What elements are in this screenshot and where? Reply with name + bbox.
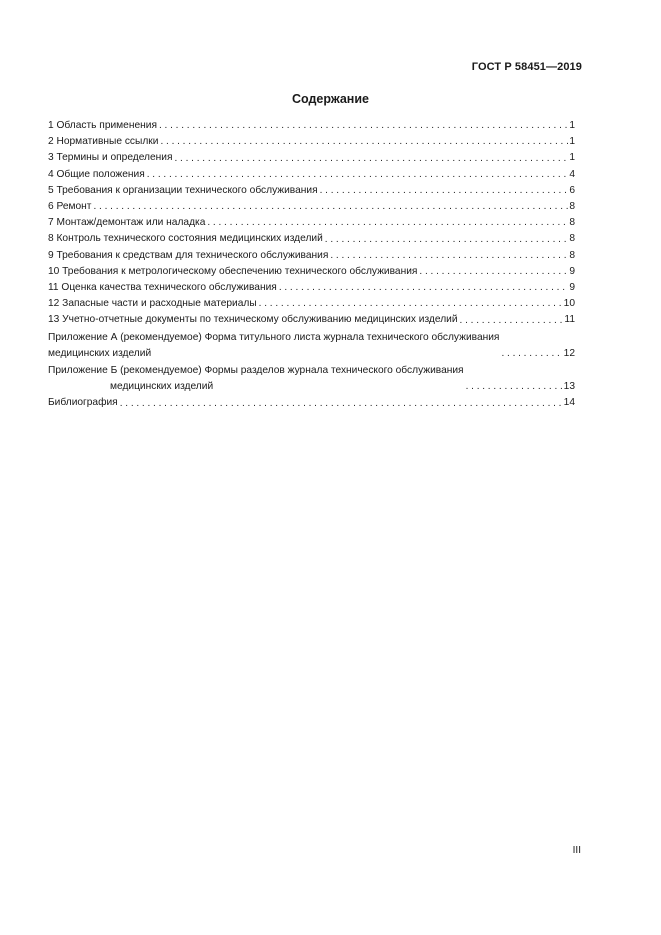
dot-leader xyxy=(279,283,569,293)
toc-entry[interactable] xyxy=(48,312,575,328)
toc-appendix-entry[interactable] xyxy=(48,330,575,362)
dot-leader xyxy=(147,170,569,180)
toc-page-number: 1 xyxy=(569,120,575,131)
toc-entry[interactable] xyxy=(48,280,575,296)
toc-entry[interactable] xyxy=(48,167,575,183)
toc-entry[interactable] xyxy=(48,199,575,215)
dot-leader xyxy=(159,121,568,131)
dot-leader xyxy=(160,137,568,147)
toc-entry-text: 9 Требования к средствам для технического обслуживания xyxy=(48,249,329,261)
dot-leader xyxy=(325,235,569,245)
toc-entry-text: 12 Запасные части и расходные материалы xyxy=(48,298,257,310)
page-number: III xyxy=(572,845,581,856)
document-code: ГОСТ Р 58451—2019 xyxy=(471,61,582,73)
toc-appendix-title-cont: медицинских изделий xyxy=(48,347,152,359)
toc-page-number: 10 xyxy=(563,298,575,310)
toc-page-number: 8 xyxy=(569,249,575,261)
toc-page-number: 12 xyxy=(563,347,575,359)
dot-leader xyxy=(419,267,568,277)
toc-bibliography-entry[interactable] xyxy=(48,395,575,411)
toc-entry-text: 13 Учетно-отчетные документы по техническому обслуживанию медицинских изделий xyxy=(48,314,458,326)
toc-page-number: 9 xyxy=(569,265,575,277)
toc-entry[interactable] xyxy=(48,231,575,247)
toc-title: Содержание xyxy=(291,92,369,106)
toc-entry-text: 4 Общие положения xyxy=(48,168,145,180)
dot-leader xyxy=(120,399,563,409)
dot-leader xyxy=(330,251,568,261)
toc-entry[interactable] xyxy=(48,248,575,264)
toc-entry[interactable] xyxy=(48,215,575,231)
toc-page-number: 14 xyxy=(563,397,575,409)
toc-entry-text: Библиография xyxy=(48,397,118,409)
toc-entry-text: 1 Область применения xyxy=(48,120,157,131)
dot-leader xyxy=(174,154,568,164)
toc-entry[interactable] xyxy=(48,296,575,312)
toc-entry-text: 2 Нормативные ссылки xyxy=(48,136,159,148)
toc-page-number: 1 xyxy=(569,136,575,148)
toc-page-number: 8 xyxy=(569,233,575,245)
table-of-contents xyxy=(48,118,575,412)
dot-leader xyxy=(466,382,563,392)
toc-appendix-title: Приложение А (рекомендуемое) Форма титульного листа журнала технического обслуживания xyxy=(48,331,500,343)
toc-page-number: 9 xyxy=(569,282,575,294)
toc-entry[interactable] xyxy=(48,118,575,134)
dot-leader xyxy=(93,202,568,212)
toc-entry[interactable] xyxy=(48,150,575,166)
toc-appendix-title: Приложение Б (рекомендуемое) Формы разделов журнала технического обслуживания xyxy=(48,365,464,377)
toc-appendix-title-cont: медицинских изделий xyxy=(110,381,214,393)
toc-page-number: 6 xyxy=(569,184,575,196)
toc-page-number: 8 xyxy=(569,217,575,229)
toc-page-number: 1 xyxy=(569,152,575,164)
toc-page-number: 11 xyxy=(564,314,575,326)
toc-entry-text: 5 Требования к организации технического обслуживания xyxy=(48,184,318,196)
dot-leader xyxy=(460,316,564,326)
toc-page-number: 8 xyxy=(569,201,575,213)
toc-page-number: 13 xyxy=(563,381,575,393)
toc-appendix-entry[interactable] xyxy=(48,363,575,395)
toc-entry-text: 11 Оценка качества технического обслуживания xyxy=(48,282,277,294)
toc-entry[interactable] xyxy=(48,134,575,150)
toc-entry-text: 10 Требования к метрологическому обеспечению технического обслуживания xyxy=(48,265,418,277)
toc-entry-text: 3 Термины и определения xyxy=(48,152,173,164)
toc-entry[interactable] xyxy=(48,264,575,280)
dot-leader xyxy=(259,299,563,309)
toc-page-number: 4 xyxy=(569,168,575,180)
toc-entry-text: 8 Контроль технического состояния медицинских изделий xyxy=(48,233,323,245)
toc-entry-text: 6 Ремонт xyxy=(48,201,92,213)
dot-leader xyxy=(320,186,569,196)
dot-leader xyxy=(207,218,568,228)
toc-entry[interactable] xyxy=(48,183,575,199)
dot-leader xyxy=(501,349,562,359)
toc-entry-text: 7 Монтаж/демонтаж или наладка xyxy=(48,217,206,229)
